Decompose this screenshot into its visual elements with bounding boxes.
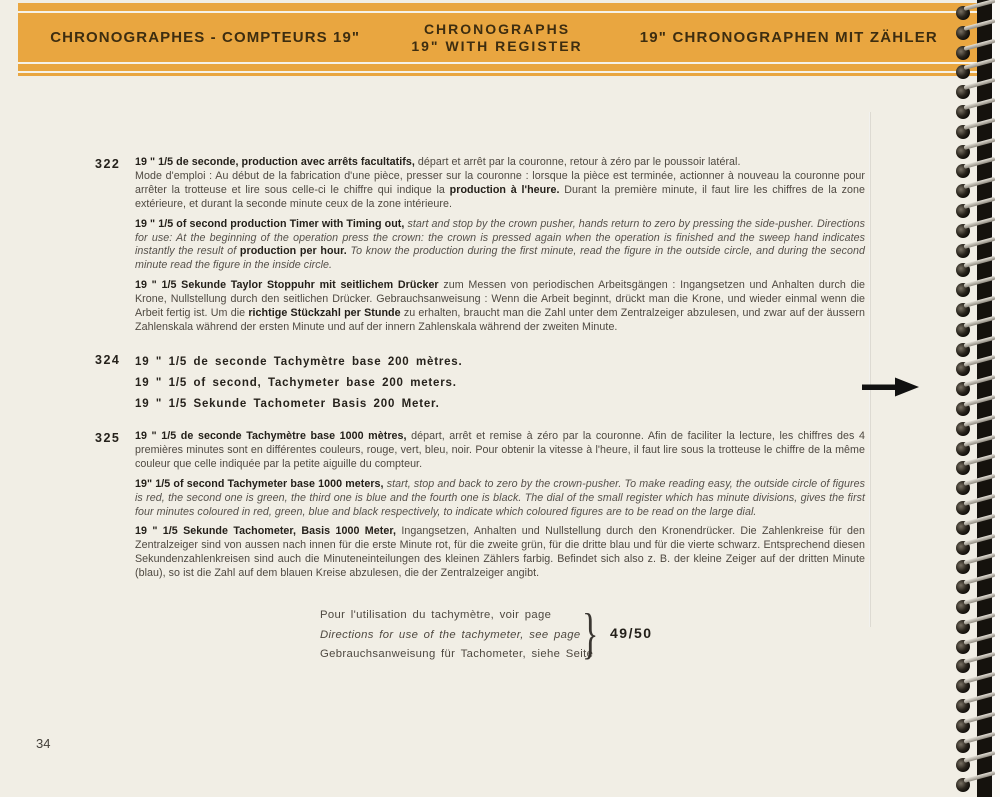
catalog-item-324 bbox=[95, 352, 865, 421]
binding-ring bbox=[956, 600, 970, 614]
binding-ring bbox=[956, 640, 970, 654]
binding-ring bbox=[956, 521, 970, 535]
paragraph-fr: 19 " 1/5 de seconde, production avec arrêts facultatifs, départ et arrêt par la couronne, retour à zéro par le poussoir latéral. Mode d'emploi : Au début de la fabrication d'une pièce, presser sur la couronne : lorsque la pièce est terminée, actionner à nouveau la couronne pour arrêter la trotteuse et lire sous celle-ci le chiffre qui indique la production à l'heure. Durant la première minute, il faut lire les chiffres de la zone extérieure, et durant la seconde minute ceux de la zone intérieure. bbox=[135, 156, 865, 210]
header-title-english bbox=[364, 21, 629, 55]
paragraph-de: 19 " 1/5 Sekunde Taylor Stoppuhr mit seitlichem Drücker zum Messen von periodischen Arbeitsgängen : Ingangsetzen und Anhalten durch die Krone, Nullstellung durch den seitlichen Drücker. Gebrauchsanweisung : Wenn die Arbeit beginnt, drückt man die Krone, und wieder einmal wenn die Arbeit fertig ist. Um die richtige Stückzahl per Stunde zu erhalten, braucht man die Zahl unter dem Zentralzeiger abzulesen, und zwar auf der äussern Zahlenskala während der ersten Minute und auf der innern Zahlenskala während der zweiten Minute. bbox=[135, 279, 866, 333]
binding-ring bbox=[956, 184, 970, 198]
item-description bbox=[135, 156, 865, 341]
binding-ring bbox=[956, 362, 970, 376]
footnote-line-french: Pour l'utilisation du tachymètre, voir page bbox=[320, 609, 552, 621]
footnote-line-german: Gebrauchsanweisung für Tachometer, siehe Seite bbox=[320, 648, 594, 660]
binding-ring bbox=[956, 620, 970, 634]
catalog-item-325 bbox=[95, 430, 865, 587]
referenced-pages: 49/50 bbox=[610, 625, 653, 641]
header-bottom-stripe bbox=[18, 64, 978, 71]
binding-ring bbox=[956, 422, 970, 436]
brace-icon: } bbox=[582, 601, 599, 665]
footnote-line-english: Directions for use of the tachymeter, see page bbox=[320, 628, 581, 641]
binding-ring bbox=[956, 580, 970, 594]
binding-ring bbox=[956, 224, 970, 238]
binding-ring bbox=[956, 283, 970, 297]
header-bottom-thin-stripe bbox=[18, 73, 978, 76]
paragraph-en: 19" 1/5 of second Tachymeter base 1000 meters, start, stop and back to zero by the crown-pusher. To make reading easy, the outside circle of figures is red, the second one is green, the third one is blue and the fourth one is black. The dial of the small register which has minute divisions, gives the first four minutes coloured in red, green, blue and black respectively, to indicate which coloured figures are to be read on the large dial. bbox=[135, 477, 865, 518]
binding-ring bbox=[956, 164, 970, 178]
header-band bbox=[18, 3, 978, 76]
binding-ring bbox=[956, 442, 970, 456]
right-arrow-icon bbox=[862, 376, 920, 398]
binding-ring bbox=[956, 145, 970, 159]
binding-ring bbox=[956, 679, 970, 693]
binding-ring bbox=[956, 204, 970, 218]
binding-ring bbox=[956, 46, 970, 60]
binding-ring bbox=[956, 719, 970, 733]
header-title-english-line2: 19" WITH REGISTER bbox=[411, 37, 583, 54]
header-title-french: CHRONOGRAPHES - COMPTEURS 19" bbox=[50, 29, 361, 46]
item-number: 324 bbox=[95, 352, 121, 367]
paragraph-en: 19 " 1/5 of second production Timer with Timing out, start and stop by the crown pusher, hands return to zero by pressing the side-pusher. Directions for use: At the beginning of the operation press the crown: the crown is pressed again when the operation is finished and the sweep hand indicates instantly the result of production per hour. To know the production during the first minute, read the figure in the outside circle, and during the second minute read the figure in the inside circle. bbox=[135, 217, 865, 272]
binding-ring bbox=[956, 560, 970, 574]
page-crease-line bbox=[869, 112, 871, 627]
catalog-item-322 bbox=[95, 156, 865, 341]
page-number: 34 bbox=[36, 736, 51, 751]
item-description bbox=[135, 352, 865, 421]
binding-ring bbox=[956, 244, 970, 258]
paragraph-de: 19 " 1/5 Sekunde Tachometer, Basis 1000 Meter, Ingangsetzen, Anhalten und Nullstellung durch den Kronendrücker. Die Zahlenkreise für den Zentralzeiger sind von aussen nach innen für die erste Minute rot, für die zweite grün, für die dritte blau und für die vierte schwarz. Entsprechend diesen Sekundenzahlenkreisen sind auch die Minuteneinteilungen des kleinen Zählers farbig. Befindet sich also z. B. der kleine Zeiger auf der dritten Minute (blau), so ist die Zahl auf dem blauen Kreise abzulesen, die der Zentralzeiger angibt. bbox=[135, 525, 866, 580]
binding-ring bbox=[956, 303, 970, 317]
item-description bbox=[135, 430, 865, 587]
header-main-band bbox=[18, 13, 978, 62]
binding-ring bbox=[956, 263, 970, 277]
binding-ring bbox=[956, 402, 970, 416]
tachymeter-page-reference bbox=[320, 601, 680, 665]
binding-ring bbox=[956, 739, 970, 753]
binding-ring bbox=[956, 6, 970, 20]
binding-ring bbox=[956, 461, 970, 475]
binding-ring bbox=[956, 125, 970, 139]
binding-ring bbox=[956, 65, 970, 79]
binding-ring bbox=[956, 26, 970, 40]
binding-ring bbox=[956, 501, 970, 515]
header-title-german: 19" CHRONOGRAPHEN MIT ZÄHLER bbox=[639, 29, 938, 46]
binding-ring bbox=[956, 778, 970, 792]
binding-ring bbox=[956, 541, 970, 555]
binding-ring bbox=[956, 659, 970, 673]
binding-ring bbox=[956, 85, 970, 99]
paragraph-fr-en-de: 19 " 1/5 de seconde Tachymètre base 200 mètres. 19 " 1/5 of second, Tachymeter base 200 meters. 19 " 1/5 Sekunde Tachometer Basis 200 Meter. bbox=[135, 356, 463, 410]
binding-ring bbox=[956, 382, 970, 396]
item-number: 322 bbox=[95, 156, 121, 171]
header-top-stripe bbox=[18, 3, 978, 11]
paragraph-fr: 19 " 1/5 de seconde Tachymètre base 1000 mètres, départ, arrêt et remise à zéro par la couronne. Afin de faciliter la lecture, les chiffres des 4 premières minutes sont en différentes couleurs, rouge, vert, bleu, noir. Pour obtenir la vitesse à l'heure, il faut lire sous la trotteuse le chiffre de la même couleur que celle indiquée par la petite aiguille du compteur. bbox=[135, 430, 865, 470]
binding-ring bbox=[956, 323, 970, 337]
binding-ring bbox=[956, 343, 970, 357]
binding-ring bbox=[956, 481, 970, 495]
binding-ring bbox=[956, 758, 970, 772]
header-title-english-line1: CHRONOGRAPHS bbox=[423, 20, 571, 37]
binding-ring bbox=[956, 699, 970, 713]
item-number: 325 bbox=[95, 430, 121, 445]
binding-ring bbox=[956, 105, 970, 119]
